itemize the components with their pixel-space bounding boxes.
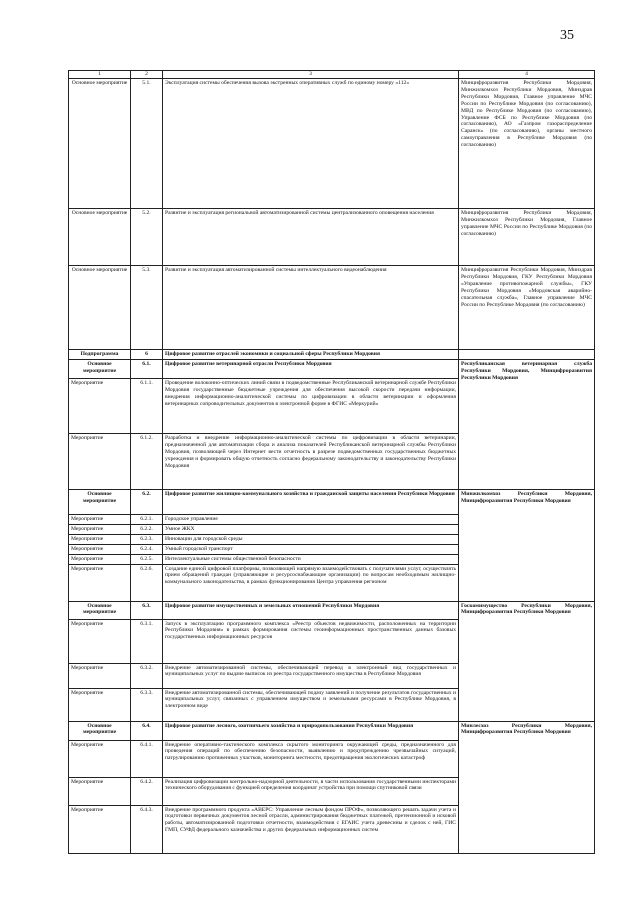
activity-number-cell: 6.4.3. <box>131 805 163 853</box>
activity-type-cell: Мероприятие <box>69 524 131 534</box>
activity-type-cell: Основное мероприятие <box>69 208 131 265</box>
activity-description-cell: Развитие и эксплуатация автоматизированной системы интеллектуального видеонаблюдения <box>163 265 459 349</box>
program-activities-table <box>68 70 595 854</box>
activity-number-cell: 6.1. <box>131 359 163 378</box>
table-header-row <box>69 71 595 79</box>
header-cell: 1 <box>69 71 131 79</box>
executor-cell: Минлесхоз Республики Мордовия, Минцифроразвития Республики Мордовия <box>459 721 595 853</box>
executor-cell: Минжилкомхоз Республики Мордовия, Минцифроразвития Республики Мордовия <box>459 489 595 601</box>
activity-number-cell: 5.2. <box>131 208 163 265</box>
activity-description-cell: Эксплуатация системы обеспечения вызова экстренных оперативных служб по единому номеру «112» <box>163 78 459 208</box>
executor-cell: Минцифроразвития Республики Мордовия, Минжилкомхоз Республики Мордовия, Главное управление МЧС России по Республике Мордовия (по согласованию) <box>459 208 595 265</box>
activity-description-cell: Умный городской транспорт <box>163 544 459 554</box>
executor-cell: Минцифроразвития Республики Мордовия, Минжилкомхоз Республики Мордовия, Минздрав Республики Мордовия, Главное управление МЧС России по Республике Мордовия (по согласованию), МВД по Республике Мордовия (по согласованию), Управление ФСБ по Республике Мордовия (по согласованию), АО «Газпром газораспределение Саранск» (по согласованию), органы местного самоуправления в Республике Мордовия (по согласованию) <box>459 78 595 208</box>
activity-number-cell: 6.2.3. <box>131 534 163 544</box>
activity-type-cell: Мероприятие <box>69 564 131 601</box>
executor-cell: Республиканская ветеринарная служба Республики Мордовия, Минцифроразвития Республики Мордовия <box>459 359 595 489</box>
activity-description-cell: Внедрение программного продукта «АВЕРС: Управление лесным фондом ПРОФ», позволяющего решать задачи учета и подготовки первичных документов лесной отрасли, администрирования бюджетных платежей, претензионной и исковой работы, автоматизированной подготовки отчетности, взаимодействия с ЕГАИС учета древесины и сделок с ней, ГИС ГМП, СУФД федерального казначейства и других федеральных информационных систем <box>163 805 459 853</box>
activity-number-cell: 6.3.3. <box>131 688 163 721</box>
activity-type-cell: Основное мероприятие <box>69 359 131 378</box>
table-row <box>69 349 595 359</box>
activity-number-cell: 6.2.2. <box>131 524 163 534</box>
table-row <box>69 721 595 740</box>
table-row <box>69 208 595 265</box>
header-cell: 3 <box>163 71 459 79</box>
activity-description-cell: Цифровое развитие отраслей экономики и социальной сферы Республики Мордовия <box>163 349 459 359</box>
activity-type-cell: Мероприятие <box>69 777 131 805</box>
activity-type-cell: Мероприятие <box>69 805 131 853</box>
table-row <box>69 489 595 514</box>
activity-description-cell: Проведение волоконно-оптических линий связи в подведомственные Республиканской ветеринарной службе Республики Мордовия государственные бюджетные учреждения для обеспечения высокой скорости передачи информации, внедрения информационно-аналитической системы по цифровизации в области ветеринарии и оформления ветеринарных сопроводительных документов в электронной форме в ФГИС «Меркурий» <box>163 378 459 433</box>
activity-description-cell: Инновации для городской среды <box>163 534 459 544</box>
activity-description-cell: Умное ЖКХ <box>163 524 459 534</box>
page-number: 35 <box>560 28 574 43</box>
activity-number-cell: 6.2.1. <box>131 514 163 524</box>
activity-description-cell: Развитие и эксплуатация региональной автоматизированной системы централизованного оповещения населения <box>163 208 459 265</box>
table-row <box>69 601 595 619</box>
activity-number-cell: 5.3. <box>131 265 163 349</box>
activity-type-cell: Основное мероприятие <box>69 601 131 619</box>
activity-number-cell: 6.4. <box>131 721 163 740</box>
activity-number-cell: 6.2.6. <box>131 564 163 601</box>
executor-cell: Минцифроразвития Республики Мордовия, Минздрав Республики Мордовия, ГКУ Республики Мордовия «Управление противопожарной службы», ГКУ Республики Мордовия «Мордовская аварийно-спасательная служба», Главное управление МЧС России по Республике Мордовия (по согласованию) <box>459 265 595 349</box>
activity-description-cell: Внедрение оперативно-тактического комплекса скрытого мониторинга окружающей среды, предназначенного для проведения операций по обеспечению безопасности, выявлению и предупреждению чрезвычайных ситуаций, патрулированию протяженных участков, мониторинга местности, предотвращения экологических катастроф <box>163 740 459 777</box>
table-row <box>69 359 595 378</box>
activity-number-cell: 6.3.1. <box>131 619 163 663</box>
activity-type-cell: Основное мероприятие <box>69 78 131 208</box>
activity-type-cell: Мероприятие <box>69 619 131 663</box>
activity-description-cell: Внедрение автоматизированной системы, обеспечивающей перевод в электронный вид государственных и муниципальных услуг по выдаче выписок из реестра государственного имущества в Республике Мордовия <box>163 663 459 688</box>
activity-type-cell: Мероприятие <box>69 514 131 524</box>
activity-type-cell: Основное мероприятие <box>69 265 131 349</box>
activity-type-cell: Подпрограмма <box>69 349 131 359</box>
header-cell: 2 <box>131 71 163 79</box>
activity-description-cell: Реализация цифровизации контрольно-надзорной деятельности, в части использования государственными инспекторами технического оборудования с функцией определения координат устройства при помощи спутниковой связи <box>163 777 459 805</box>
activity-type-cell: Мероприятие <box>69 554 131 564</box>
activity-description-cell: Цифровое развитие ветеринарной отрасли Республики Мордовия <box>163 359 459 378</box>
activity-description-cell: Разработка и внедрение информационно-аналитической системы по цифровизации в области ветеринарии, предназначенной для автоматизации сбора и анализа показателей Республиканской ветеринарной службы Республики Мордовия, позволяющей через Интернет вести отчетность в разрезе подведомственных государственных бюджетных учреждения и формировать общую отчетность согласно федеральному законодательству и законодательству Республики Мордовия <box>163 433 459 489</box>
activity-type-cell: Основное мероприятие <box>69 721 131 740</box>
activity-type-cell: Мероприятие <box>69 544 131 554</box>
activity-number-cell: 6 <box>131 349 163 359</box>
activity-number-cell: 6.1.2. <box>131 433 163 489</box>
activity-description-cell: Запуск в эксплуатацию программного комплекса «Реестр объектов недвижимости, расположенных на территории Республики Мордовия» в рамках формирования системы геоинформационных пространственных данных базовых государственных информационных ресурсов <box>163 619 459 663</box>
activity-type-cell: Мероприятие <box>69 433 131 489</box>
activity-number-cell: 6.3.2. <box>131 663 163 688</box>
table-row <box>69 78 595 208</box>
executor-cell <box>459 349 595 359</box>
activity-type-cell: Мероприятие <box>69 663 131 688</box>
activity-number-cell: 6.1.1. <box>131 378 163 433</box>
activity-type-cell: Основное мероприятие <box>69 489 131 514</box>
activity-description-cell: Цифровое развитие лесного, охотничьего хозяйства и природопользования Республики Мордовия <box>163 721 459 740</box>
activity-description-cell: Цифровое развитие жилищно-коммунального хозяйства и гражданской защиты населения Республики Мордовия <box>163 489 459 514</box>
header-cell: 4 <box>459 71 595 79</box>
activity-number-cell: 6.2. <box>131 489 163 514</box>
activity-description-cell: Цифровое развитие имущественных и земельных отношений Республики Мордовия <box>163 601 459 619</box>
activity-number-cell: 6.2.4. <box>131 544 163 554</box>
activity-description-cell: Создание единой цифровой платформы, позволяющей напрямую взаимодействовать с получателями услуг, осуществлять прием обращений граждан (управляющие и ресурсоснабжающие организации) по вопросам необходимым жилищно-коммунального законодательства, в рамках функционирования Центра управления регионом <box>163 564 459 601</box>
table-row <box>69 265 595 349</box>
activity-description-cell: Городское управление <box>163 514 459 524</box>
executor-cell: Госкомимущество Республики Мордовия, Минцифроразвития Республики Мордовия <box>459 601 595 721</box>
activity-description-cell: Внедрение автоматизированной системы, обеспечивающей подачу заявлений и получение результатов государственных и муниципальных услуг, связанных с управлением имуществом и земельными ресурсами в Республике Мордовия, в электронном виде <box>163 688 459 721</box>
activity-type-cell: Мероприятие <box>69 378 131 433</box>
activity-type-cell: Мероприятие <box>69 534 131 544</box>
activity-number-cell: 6.4.1. <box>131 740 163 777</box>
activity-type-cell: Мероприятие <box>69 688 131 721</box>
activity-number-cell: 5.1. <box>131 78 163 208</box>
activity-number-cell: 6.3. <box>131 601 163 619</box>
activity-number-cell: 6.4.2. <box>131 777 163 805</box>
activity-description-cell: Интеллектуальные системы общественной безопасности <box>163 554 459 564</box>
activity-type-cell: Мероприятие <box>69 740 131 777</box>
activity-number-cell: 6.2.5. <box>131 554 163 564</box>
